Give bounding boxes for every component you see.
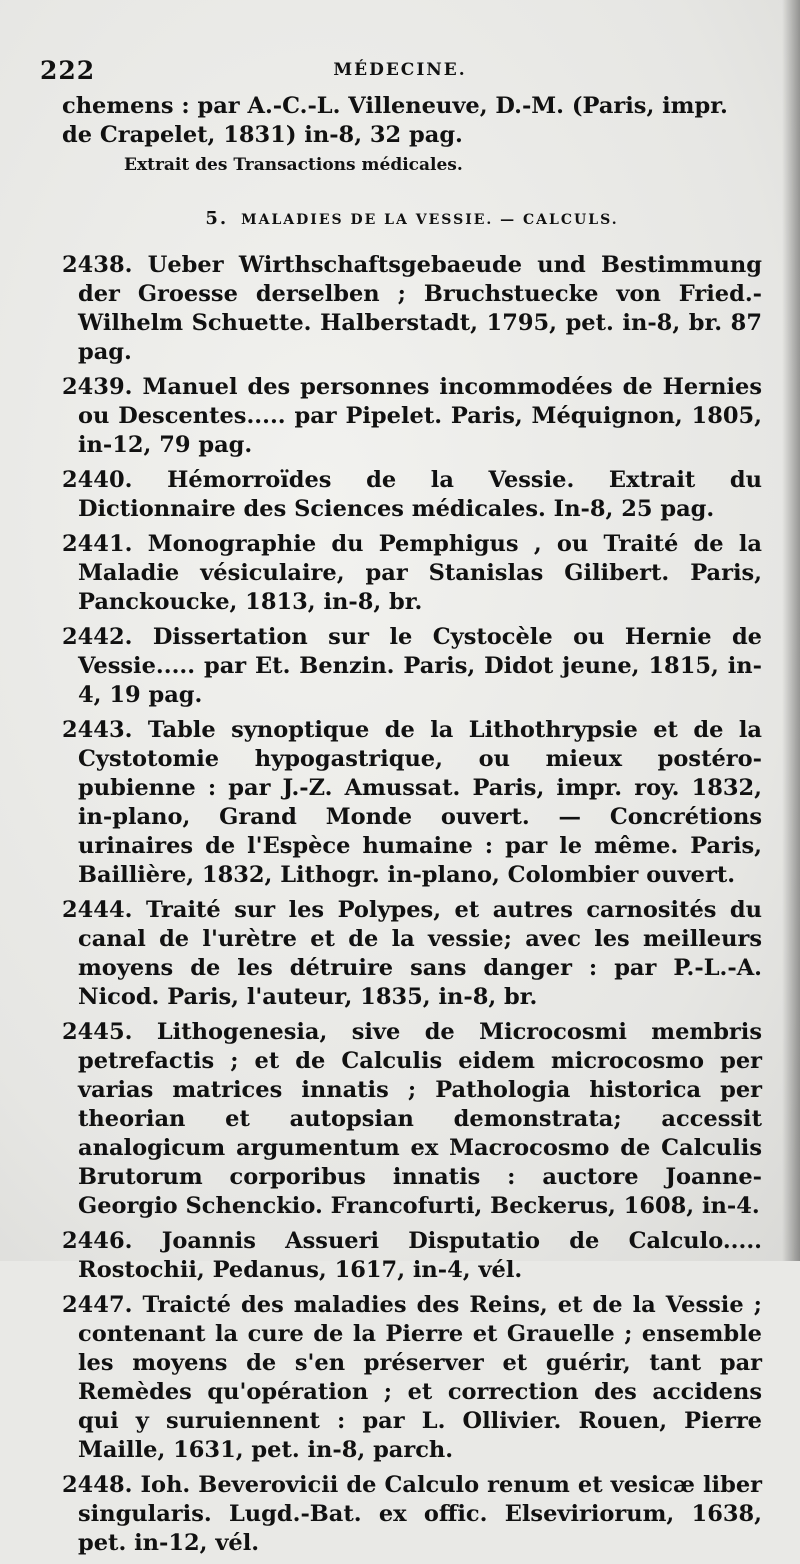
entry-number: 2443.	[62, 717, 133, 743]
entry-text: Ueber Wirthschaftsgebaeude und Bestimmung der Groesse derselben ; Bruchstuecke von Fried.-Wilhelm Schuette. Halberstadt, 1795, pet. in-8, br. 87 pag.	[78, 252, 762, 365]
catalog-entry	[62, 623, 762, 710]
entry-number: 2447.	[62, 1292, 133, 1318]
entry-text: Traité sur les Polypes, et autres carnosités du canal de l'urètre et de la vessie; avec les meilleurs moyens de les détruire sans danger : par P.-L.-A. Nicod. Paris, l'auteur, 1835, in-8, br.	[78, 897, 762, 1010]
entry-text: Table synoptique de la Lithothrypsie et de la Cystotomie hypogastrique, ou mieux postéro-pubienne : par J.-Z. Amussat. Paris, impr. roy. 1832, in-plano, Grand Monde ouvert. — Concrétions urinaires de l'Espèce humaine : par le même. Paris, Baillière, 1832, Lithogr. in-plano, Colombier ouvert.	[78, 717, 762, 888]
entry-number: 2440.	[62, 467, 133, 493]
catalog-entry	[62, 530, 762, 617]
catalog-entry	[62, 1227, 762, 1285]
continuation-text: chemens : par A.-C.-L. Villeneuve, D.-M. (Paris, impr. de Crapelet, 1831) in-8, 32 pag.	[62, 93, 728, 148]
entry-text: Traicté des maladies des Reins, et de la Vessie ; contenant la cure de la Pierre et Grauelle ; ensemble les moyens de s'en préserver et guérir, tant par Remèdes qu'opération ; et correction des accidens qui y suruiennent : par L. Ollivier. Rouen, Pierre Maille, 1631, pet. in-8, parch.	[78, 1292, 762, 1463]
entry-list	[62, 251, 762, 1558]
entry-text: Monographie du Pemphigus , ou Traité de la Maladie vésiculaire, par Stanislas Gilibert. Paris, Panckoucke, 1813, in-8, br.	[78, 531, 762, 615]
entry-number: 2446.	[62, 1228, 133, 1254]
entry-number: 2439.	[62, 374, 133, 400]
entry-number: 2438.	[62, 252, 133, 278]
catalog-entry	[62, 1471, 762, 1558]
catalog-entry	[62, 1018, 762, 1221]
entry-text: Dissertation sur le Cystocèle ou Hernie de Vessie..... par Et. Benzin. Paris, Didot jeune, 1815, in-4, 19 pag.	[78, 624, 762, 708]
entry-number: 2448.	[62, 1472, 133, 1498]
section-number: 5.	[205, 208, 229, 229]
entry-text: Lithogenesia, sive de Microcosmi membris petrefactis ; et de Calculis eidem microcosmo per varias matrices innatis ; Pathologia historica per theorian et autopsian demonstrata; accessit analogicum argumentum ex Macrocosmo de Calculis Brutorum corporibus innatis : auctore Joanne-Georgio Schenckio. Francofurti, Beckerus, 1608, in-4.	[78, 1019, 762, 1219]
entry-number: 2444.	[62, 897, 133, 923]
entry-text: Hémorroïdes de la Vessie. Extrait du Dictionnaire des Sciences médicales. In-8, 25 pag.	[78, 467, 762, 522]
entry-text: Ioh. Beverovicii de Calculo renum et vesicæ liber singularis. Lugd.-Bat. ex offic. Elseviriorum, 1638, pet. in-12, vél.	[78, 1472, 762, 1556]
catalog-entry	[62, 1291, 762, 1465]
page-number: 222	[40, 56, 96, 85]
running-head: MÉDECINE.	[333, 60, 467, 80]
page-header	[40, 56, 760, 86]
entry-number: 2445.	[62, 1019, 133, 1045]
catalog-entry	[62, 716, 762, 890]
entry-text: Manuel des personnes incommodées de Hernies ou Descentes..... par Pipelet. Paris, Méquignon, 1805, in-12, 79 pag.	[78, 374, 762, 458]
section-heading	[62, 204, 762, 235]
page-content	[62, 92, 762, 1564]
entry-text: Joannis Assueri Disputatio de Calculo..... Rostochii, Pedanus, 1617, in-4, vél.	[78, 1228, 762, 1283]
page-gutter-shadow	[782, 0, 800, 1261]
intro-block	[62, 92, 762, 178]
entry-number: 2441.	[62, 531, 133, 557]
extrait-note: Extrait des Transactions médicales.	[124, 155, 463, 175]
entry-number: 2442.	[62, 624, 133, 650]
catalog-entry	[62, 251, 762, 367]
section-title: MALADIES DE LA VESSIE. — CALCULS.	[241, 212, 619, 228]
catalog-entry	[62, 373, 762, 460]
catalog-entry	[62, 466, 762, 524]
catalog-entry	[62, 896, 762, 1012]
